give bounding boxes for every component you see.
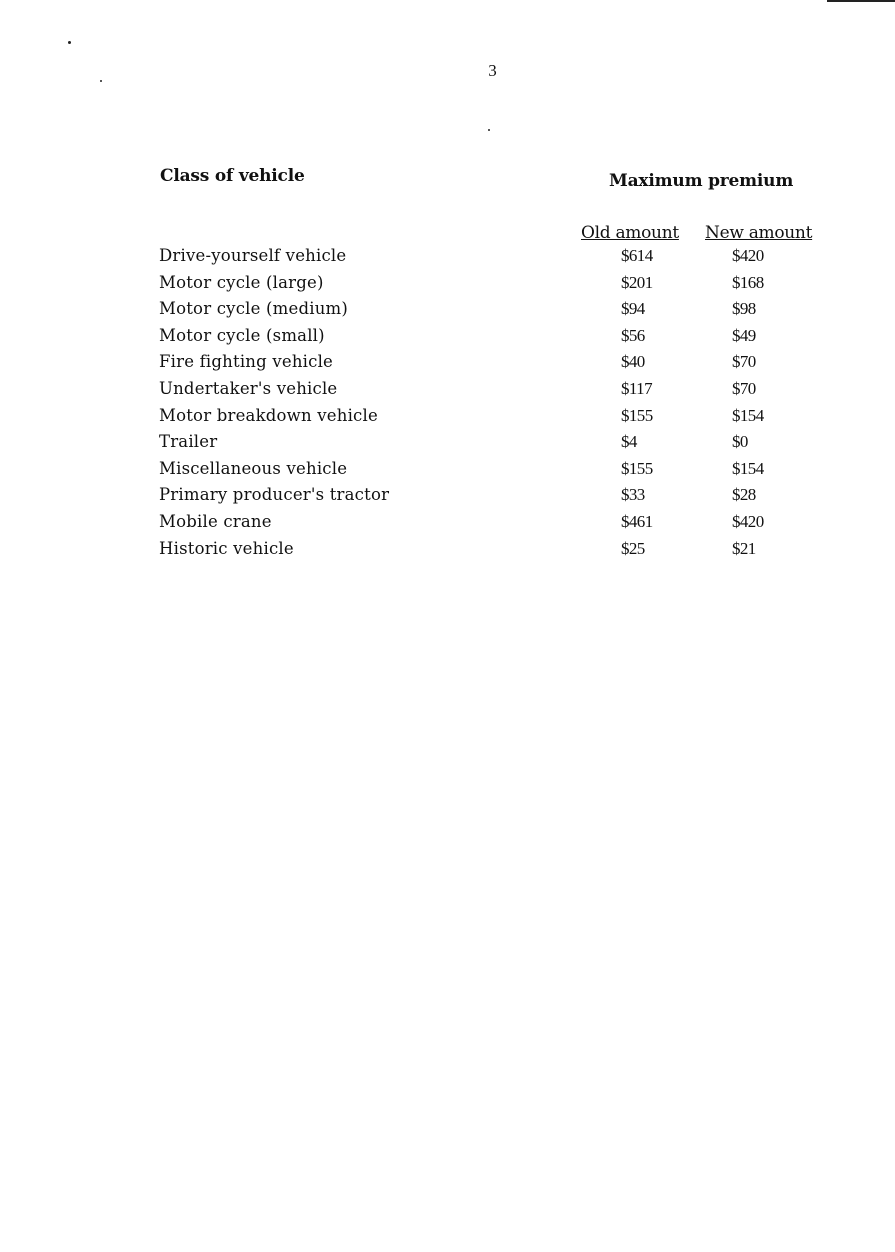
vehicle-class-cell: Motor breakdown vehicle xyxy=(159,405,378,425)
premium-table xyxy=(0,245,895,564)
old-amount-cell: $155 xyxy=(621,458,653,478)
vehicle-class-cell: Historic vehicle xyxy=(159,538,294,558)
table-row xyxy=(0,484,895,511)
new-amount-cell: $28 xyxy=(732,485,756,505)
table-row xyxy=(0,245,895,272)
old-amount-cell: $155 xyxy=(621,405,653,425)
table-row xyxy=(0,405,895,432)
vehicle-class-cell: Primary producer's tractor xyxy=(159,485,390,505)
old-amount-cell: $201 xyxy=(621,272,653,292)
old-amount-cell: $461 xyxy=(621,511,653,531)
new-amount-cell: $420 xyxy=(732,246,764,265)
table-row xyxy=(0,351,895,378)
old-amount-heading: Old amount xyxy=(581,223,679,243)
class-of-vehicle-heading: Class of vehicle xyxy=(160,166,305,186)
new-amount-cell: $98 xyxy=(732,299,756,319)
new-amount-cell: $154 xyxy=(732,458,764,478)
new-amount-cell: $420 xyxy=(732,511,764,531)
new-amount-heading: New amount xyxy=(705,223,813,243)
table-row xyxy=(0,325,895,352)
new-amount-cell: $21 xyxy=(732,538,756,558)
table-row xyxy=(0,272,895,299)
scan-speck xyxy=(68,41,71,44)
old-amount-cell: $614 xyxy=(621,246,653,265)
vehicle-class-cell: Drive-yourself vehicle xyxy=(159,246,347,265)
new-amount-cell: $168 xyxy=(732,272,764,292)
old-amount-cell: $4 xyxy=(621,432,637,452)
new-amount-cell: $154 xyxy=(732,405,764,425)
table-row xyxy=(0,458,895,485)
table-row xyxy=(0,431,895,458)
scan-speck xyxy=(488,129,490,131)
maximum-premium-heading: Maximum premium xyxy=(609,171,794,191)
vehicle-class-cell: Fire fighting vehicle xyxy=(159,352,334,372)
vehicle-class-cell: Motor cycle (large) xyxy=(159,272,324,292)
page-number: 3 xyxy=(488,61,497,80)
new-amount-cell: $70 xyxy=(732,378,756,398)
old-amount-cell: $56 xyxy=(621,325,645,345)
table-row xyxy=(0,511,895,538)
vehicle-class-cell: Motor cycle (small) xyxy=(159,325,325,345)
vehicle-class-cell: Mobile crane xyxy=(159,511,272,531)
new-amount-cell: $49 xyxy=(732,325,756,345)
old-amount-cell: $33 xyxy=(621,485,645,505)
vehicle-class-cell: Undertaker's vehicle xyxy=(159,378,338,398)
new-amount-cell: $70 xyxy=(732,352,756,372)
old-amount-cell: $117 xyxy=(621,378,652,398)
scan-corner-mark xyxy=(827,0,895,2)
old-amount-cell: $94 xyxy=(621,299,645,319)
old-amount-cell: $25 xyxy=(621,538,645,558)
new-amount-cell: $0 xyxy=(732,432,748,452)
vehicle-class-cell: Trailer xyxy=(159,432,218,452)
old-amount-cell: $40 xyxy=(621,352,645,372)
table-row xyxy=(0,378,895,405)
vehicle-class-cell: Motor cycle (medium) xyxy=(159,299,349,319)
table-row xyxy=(0,298,895,325)
table-row xyxy=(0,538,895,565)
vehicle-class-cell: Miscellaneous vehicle xyxy=(159,458,348,478)
